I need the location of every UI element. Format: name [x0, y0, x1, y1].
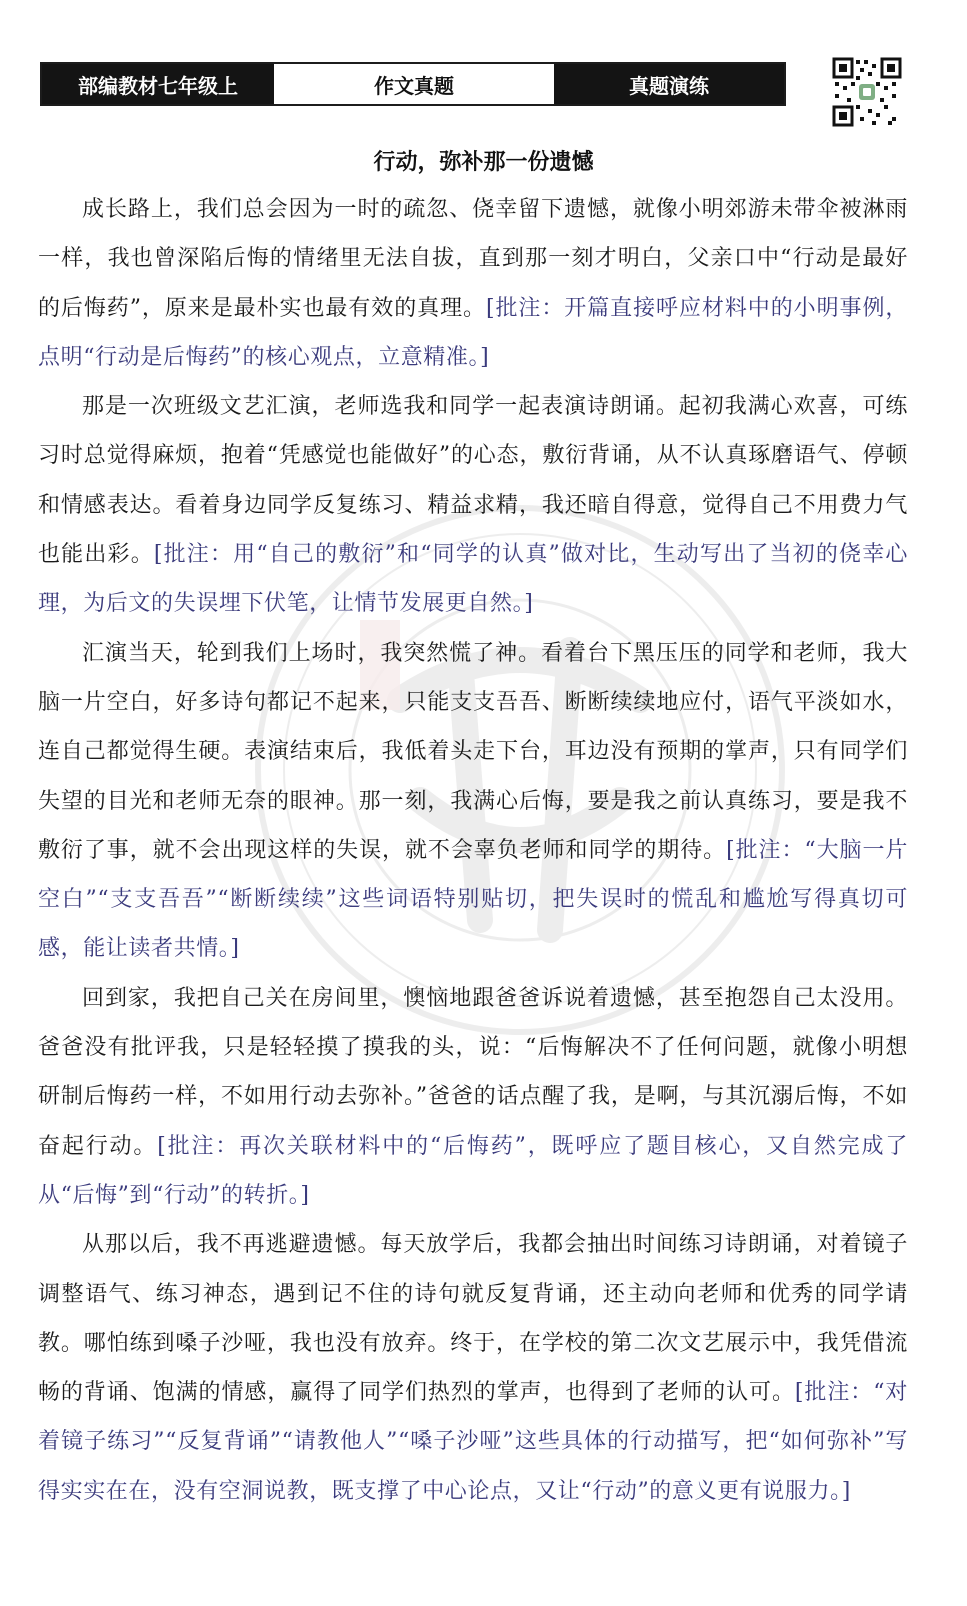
header-section-label: 作文真题: [274, 64, 554, 104]
header-practice-label: 真题演练: [554, 64, 784, 104]
paragraph: [38, 1220, 908, 1516]
paragraph-text: 成长路上，我们总会因为一时的疏忽、侥幸留下遗憾，就像小明郊游未带伞被淋雨一样，我也曾深陷后悔的情绪里无法自拔，直到那一刻才明白，父亲口中“行动是最好的后悔药”，原来是最朴实也最有效的真理。: [38, 197, 908, 321]
paragraph-text: 从那以后，我不再逃避遗憾。每天放学后，我都会抽出时间练习诗朗诵，对着镜子调整语气、练习神态，遇到记不住的诗句就反复背诵，还主动向老师和优秀的同学请教。哪怕练到嗓子沙哑，我也没有放弃。终于，在学校的第二次文艺展示中，我凭借流畅的背诵、饱满的情感，赢得了同学们热烈的掌声，也得到了老师的认可。: [38, 1232, 908, 1406]
annotation-note: [批注：开篇直接呼应材料中的小明事例，点明“行动是后悔药”的核心观点，立意精准。]: [38, 295, 908, 370]
annotation-note: [批注：用“自己的敷衍”和“同学的认真”做对比，生动写出了当初的侥幸心理，为后文的失误埋下伏笔，让情节发展更自然。]: [38, 542, 908, 617]
annotation-note: [批注：“大脑一片空白”“支支吾吾”“断断续续”这些词语特别贴切，把失误时的慌乱和尴尬写得真切可感，能让读者共情。]: [38, 837, 908, 962]
header-bar: [40, 62, 786, 106]
article-body: [38, 185, 908, 1516]
qr-code-icon: [832, 57, 902, 127]
annotation-note: [批注：“对着镜子练习”“反复背诵”“请教他人”“嗓子沙哑”这些具体的行动描写，把“如何弥补”写得实实在在，没有空洞说教，既支撑了中心论点，又让“行动”的意义更有说服力。]: [38, 1380, 908, 1504]
paragraph: [38, 974, 908, 1220]
paragraph: [38, 629, 908, 974]
paragraph: [38, 382, 908, 628]
article-title: 行动，弥补那一份遗憾: [373, 150, 594, 175]
paragraph-text: 那是一次班级文艺汇演，老师选我和同学一起表演诗朗诵。起初我满心欢喜，可练习时总觉得麻烦，抱着“凭感觉也能做好”的心态，敷衍背诵，从不认真琢磨语气、停顿和情感表达。看着身边同学反复练习、精益求精，我还暗自得意，觉得自己不用费力气也能出彩。: [38, 394, 908, 568]
header-grade-label: 部编教材七年级上: [42, 64, 274, 104]
paragraph-text: 回到家，我把自己关在房间里，懊恼地跟爸爸诉说着遗憾，甚至抱怨自己太没用。爸爸没有批评我，只是轻轻摸了摸我的头，说：“后悔解决不了任何问题，就像小明想研制后悔药一样，不如用行动去弥补。”爸爸的话点醒了我，是啊，与其沉溺后悔，不如奋起行动。: [38, 985, 908, 1159]
paragraph-text: 汇演当天，轮到我们上场时，我突然慌了神。看着台下黑压压的同学和老师，我大脑一片空白，好多诗句都记不起来，只能支支吾吾、断断续续地应付，语气平淡如水，连自己都觉得生硬。表演结束后，我低着头走下台，耳边没有预期的掌声，只有同学们失望的目光和老师无奈的眼神。那一刻，我满心后悔，要是我之前认真练习，要是我不敷衍了事，就不会出现这样的失误，就不会辜负老师和同学的期待。: [38, 640, 908, 863]
paragraph: [38, 185, 908, 382]
annotation-note: [批注：再次关联材料中的“后悔药”，既呼应了题目核心，又自然完成了从“后悔”到“行动”的转折。]: [38, 1133, 908, 1208]
